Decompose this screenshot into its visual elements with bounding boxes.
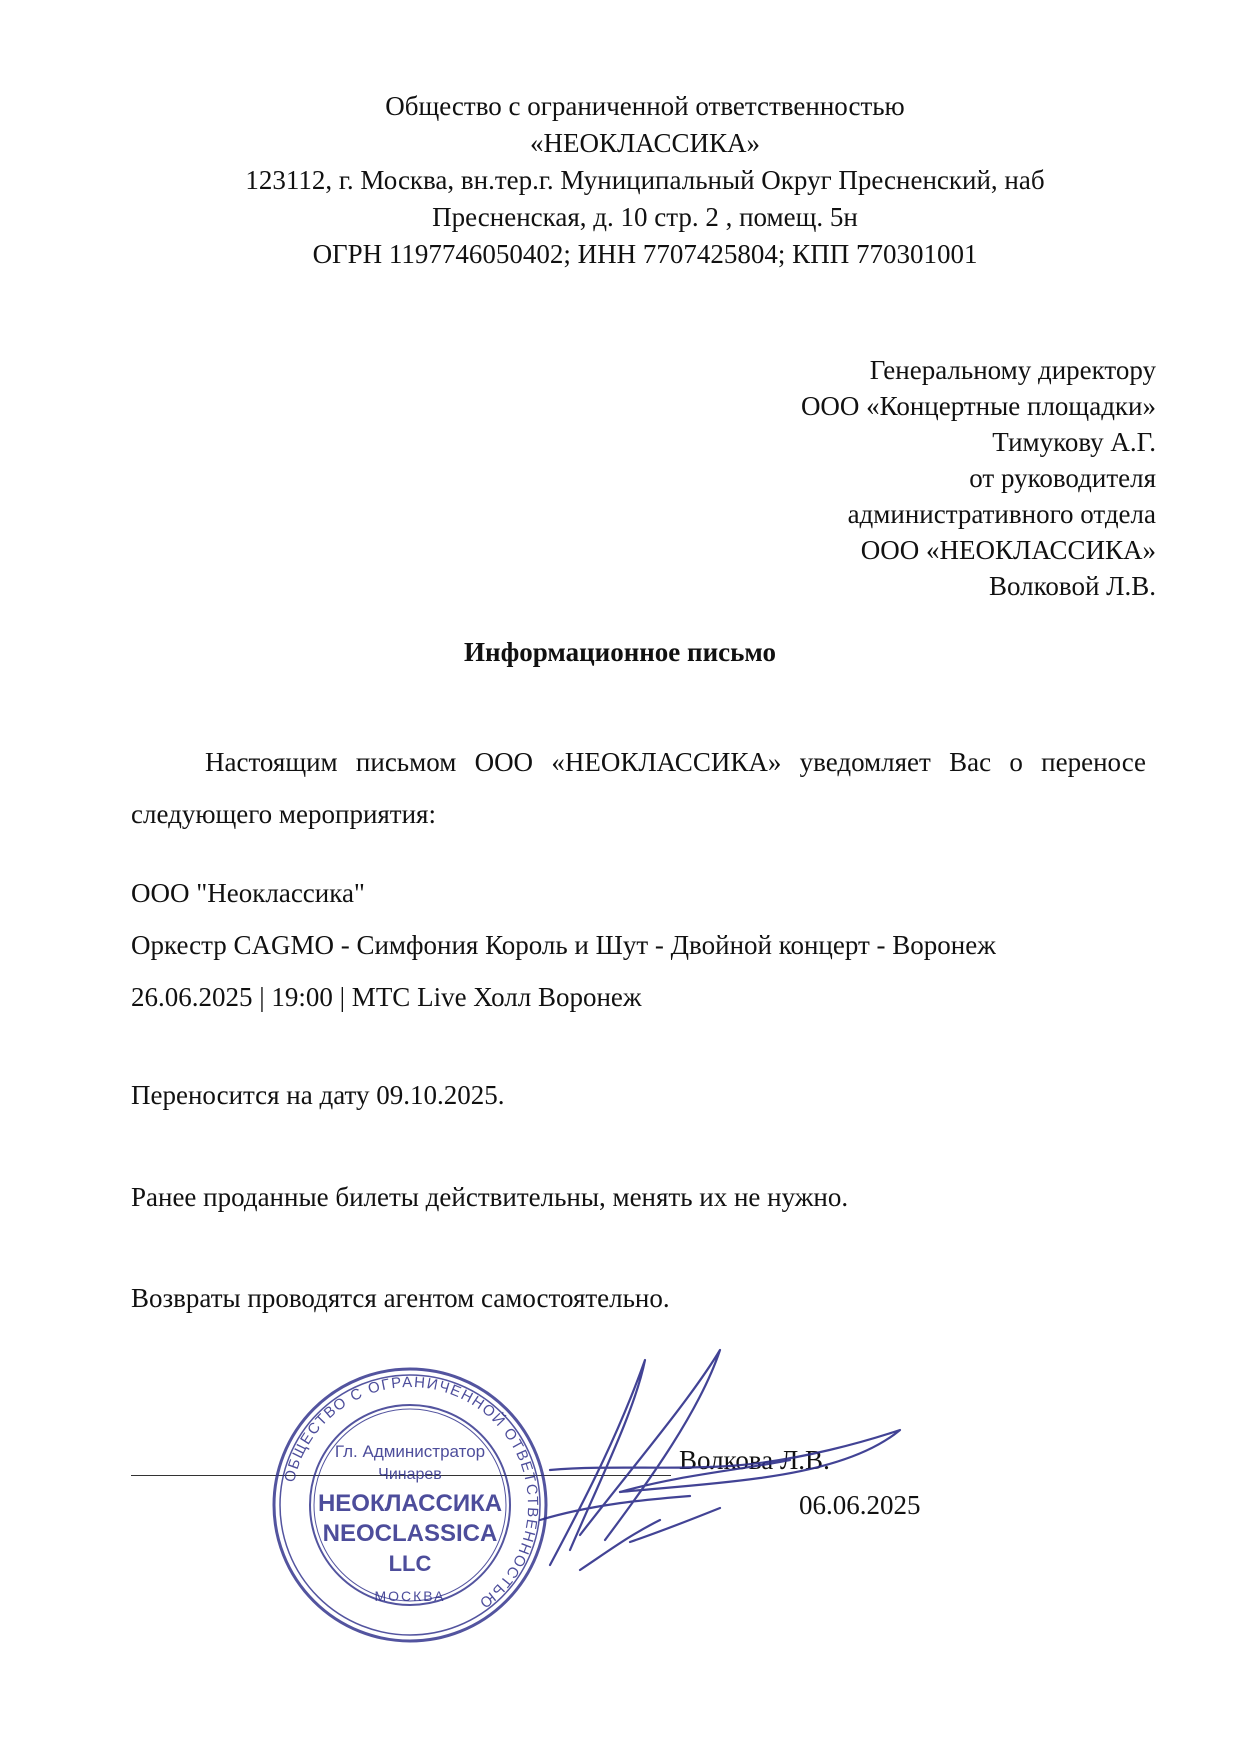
company-name: «НЕОКЛАССИКА» [530, 128, 760, 158]
letterhead [150, 88, 1140, 273]
addressee-line: Генеральному директору [869, 355, 1156, 385]
intro-line-2: следующего мероприятия: [131, 799, 436, 829]
addressee-line: Волковой Л.В. [989, 571, 1156, 601]
signature-date: 06.06.2025 [799, 1490, 921, 1520]
addressee-line: Тимукову А.Г. [992, 427, 1156, 457]
handwritten-signature [430, 1320, 930, 1580]
addressee-block [636, 352, 1156, 604]
addressee-line: ООО «НЕОКЛАССИКА» [860, 535, 1156, 565]
stamp-center-line: Чинарев [378, 1466, 442, 1483]
addressee-line: от руководителя [969, 463, 1156, 493]
event-organizer: ООО "Неоклассика" [131, 878, 365, 908]
event-details: 26.06.2025 | 19:00 | МТС Live Холл Воронеж [131, 982, 642, 1012]
intro-line-1: Настоящим письмом ООО «НЕОКЛАССИКА» уведомляет Вас о переносе [205, 747, 1146, 777]
addressee-line: ООО «Концертные площадки» [800, 391, 1156, 421]
signer-name: Волкова Л.В. [679, 1445, 830, 1475]
intro-paragraph [131, 736, 1146, 840]
stamp-center-line: НЕОКЛАССИКА [317, 1490, 503, 1517]
document-title: Информационное письмо [464, 637, 776, 667]
company-registration: ОГРН 1197746050402; ИНН 7707425804; КПП 770301001 [312, 239, 978, 269]
stamp-center-line: NEOCLASSICA [322, 1520, 498, 1547]
addressee-line: административного отдела [847, 499, 1156, 529]
company-address-line1: 123112, г. Москва, вн.тер.г. Муниципальный Округ Пресненский, наб [245, 165, 1045, 195]
stamp-city: МОСКВА [374, 1588, 446, 1604]
new-date-notice: Переносится на дату 09.10.2025. [131, 1080, 505, 1110]
company-address-line2: Пресненская, д. 10 стр. 2 , помещ. 5н [432, 202, 858, 232]
tickets-note: Ранее проданные билеты действительны, менять их не нужно. [131, 1182, 849, 1212]
stamp-center-line: LLC [388, 1551, 432, 1576]
refunds-note: Возвраты проводятся агентом самостоятельно. [131, 1283, 670, 1313]
company-form: Общество с ограниченной ответственностью [385, 91, 905, 121]
stamp-center-line: Гл. Администратор [334, 1442, 486, 1461]
stamp-ring-text: ОБЩЕСТВО С ОГРАНИЧЕННОЙ ОТВЕТСТВЕННОСТЬЮ [281, 1373, 542, 1613]
event-name: Оркестр CAGMO - Симфония Король и Шут - Двойной концерт - Воронеж [131, 930, 996, 960]
